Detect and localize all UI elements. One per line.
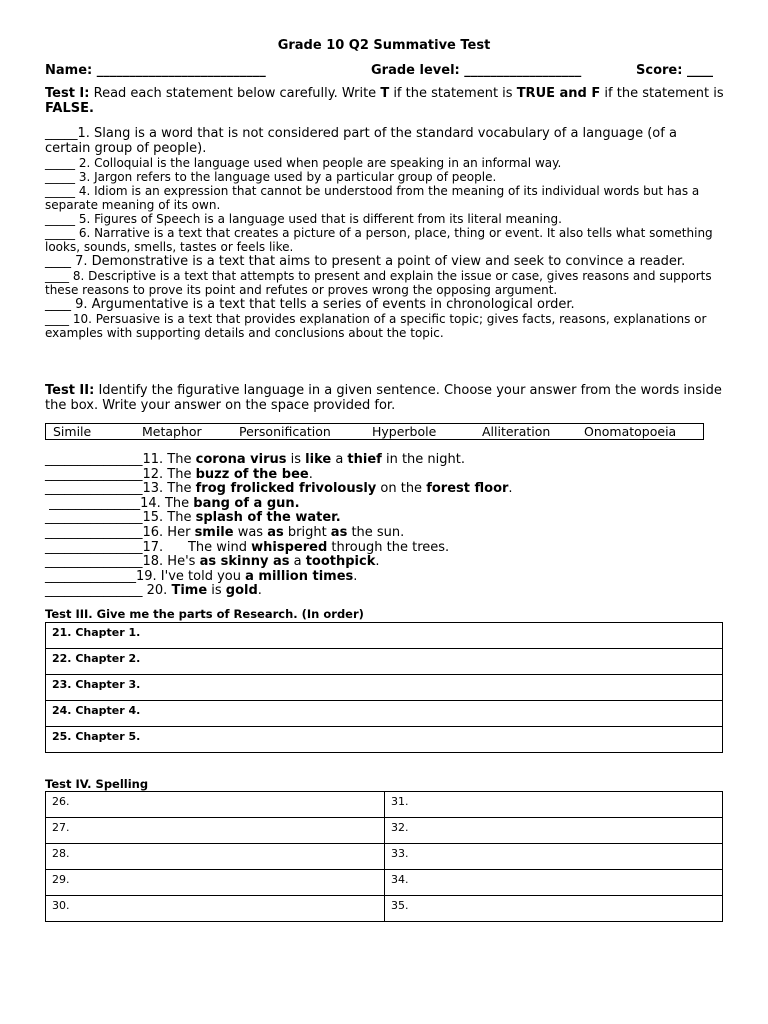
test1-item: ____ 10. Persuasive is a text that provides explanation of a specific topic; gives facts, reasons, explanations or examples with supporting details and conclusions about the topic. <box>45 312 707 340</box>
name-field: Name: __________________________ <box>45 63 266 78</box>
research-row[interactable]: 21. Chapter 1. <box>46 623 723 649</box>
choices-box <box>45 423 704 440</box>
research-parts-table <box>45 622 723 753</box>
test2-items <box>45 453 725 599</box>
spelling-cell[interactable]: 32. <box>385 818 723 844</box>
choice-item: Simile <box>53 424 92 439</box>
test4-heading: Test IV. Spelling <box>45 777 149 791</box>
choice-item: Alliteration <box>482 424 551 439</box>
research-row[interactable]: 24. Chapter 4. <box>46 701 723 727</box>
page-title: Grade 10 Q2 Summative Test <box>277 38 491 53</box>
grade-level-field: Grade level: __________________ <box>371 63 582 78</box>
test2-item: _______________15. The splash of the water. <box>45 510 341 526</box>
research-row[interactable]: 25. Chapter 5. <box>46 727 723 753</box>
test2-instructions: Test II: Identify the figurative language in a given sentence. Choose your answer from the words inside the box. Write your answer on the space provided for. <box>45 383 722 413</box>
spelling-cell[interactable]: 26. <box>46 792 385 818</box>
test1-item: _____ 5. Figures of Speech is a language used that is different from its literal meaning. <box>45 212 562 226</box>
test1-item: _____ 4. Idiom is an expression that cannot be understood from the meaning of its individual words but has a separate meaning of its own. <box>45 184 700 212</box>
test1-instructions: Test I: Read each statement below carefully. Write T if the statement is TRUE and F if the statement is FALSE. <box>45 86 724 116</box>
test2-item: ______________19. I've told you a million times. <box>45 568 358 584</box>
test2-item: _______________12. The buzz of the bee. <box>45 466 313 482</box>
test2-item: ______________14. The bang of a gun. <box>45 495 300 511</box>
test2-item: _______________18. He's as skinny as a toothpick. <box>45 554 380 570</box>
test2-item: _______________16. Her smile was as bright as the sun. <box>45 524 405 540</box>
research-row[interactable]: 23. Chapter 3. <box>46 675 723 701</box>
spelling-cell[interactable]: 27. <box>46 818 385 844</box>
test1-item: _____ 6. Narrative is a text that creates a picture of a person, place, thing or event. It also tells what something looks, sounds, smells, tastes or feels like. <box>45 226 713 254</box>
test2-item: _______________11. The corona virus is like a thief in the night. <box>45 452 465 467</box>
spelling-cell[interactable]: 29. <box>46 870 385 896</box>
spelling-cell[interactable]: 31. <box>385 792 723 818</box>
test3-heading: Test III. Give me the parts of Research. (In order) <box>45 607 364 621</box>
choice-item: Onomatopoeia <box>584 424 677 439</box>
spelling-cell[interactable]: 30. <box>46 896 385 922</box>
spelling-cell[interactable]: 34. <box>385 870 723 896</box>
test2-item: _______________13. The frog frolicked frivolously on the forest floor. <box>45 481 513 497</box>
score-field: Score: ____ <box>636 63 713 78</box>
choice-item: Hyperbole <box>372 424 437 439</box>
spelling-cell[interactable]: 35. <box>385 896 723 922</box>
spelling-cell[interactable]: 33. <box>385 844 723 870</box>
test1-item: ____ 7. Demonstrative is a text that aims to present a point of view and seek to convince a reader. <box>45 254 686 269</box>
test1-items <box>45 126 725 340</box>
test1-item: ____ 9. Argumentative is a text that tells a series of events in chronological order. <box>45 297 575 312</box>
test1-item: _____ 2. Colloquial is the language used when people are speaking in an informal way. <box>45 156 562 170</box>
test1-item: _____1. Slang is a word that is not considered part of the standard vocabulary of a language (of a certain group of people). <box>45 126 677 156</box>
test1-item: _____ 3. Jargon refers to the language used by a particular group of people. <box>45 170 497 184</box>
choice-item: Personification <box>239 424 331 439</box>
spelling-table <box>45 791 723 922</box>
test2-item: _______________17. The wind whispered through the trees. <box>45 539 450 555</box>
test2-item: _______________ 20. Time is gold. <box>45 583 262 599</box>
spelling-cell[interactable]: 28. <box>46 844 385 870</box>
choice-item: Metaphor <box>142 424 202 439</box>
test1-item: ____ 8. Descriptive is a text that attempts to present and explain the issue or case, gives reasons and supports these reasons to prove its point and refutes or proves wrong the opposing argument. <box>45 269 712 297</box>
research-row[interactable]: 22. Chapter 2. <box>46 649 723 675</box>
